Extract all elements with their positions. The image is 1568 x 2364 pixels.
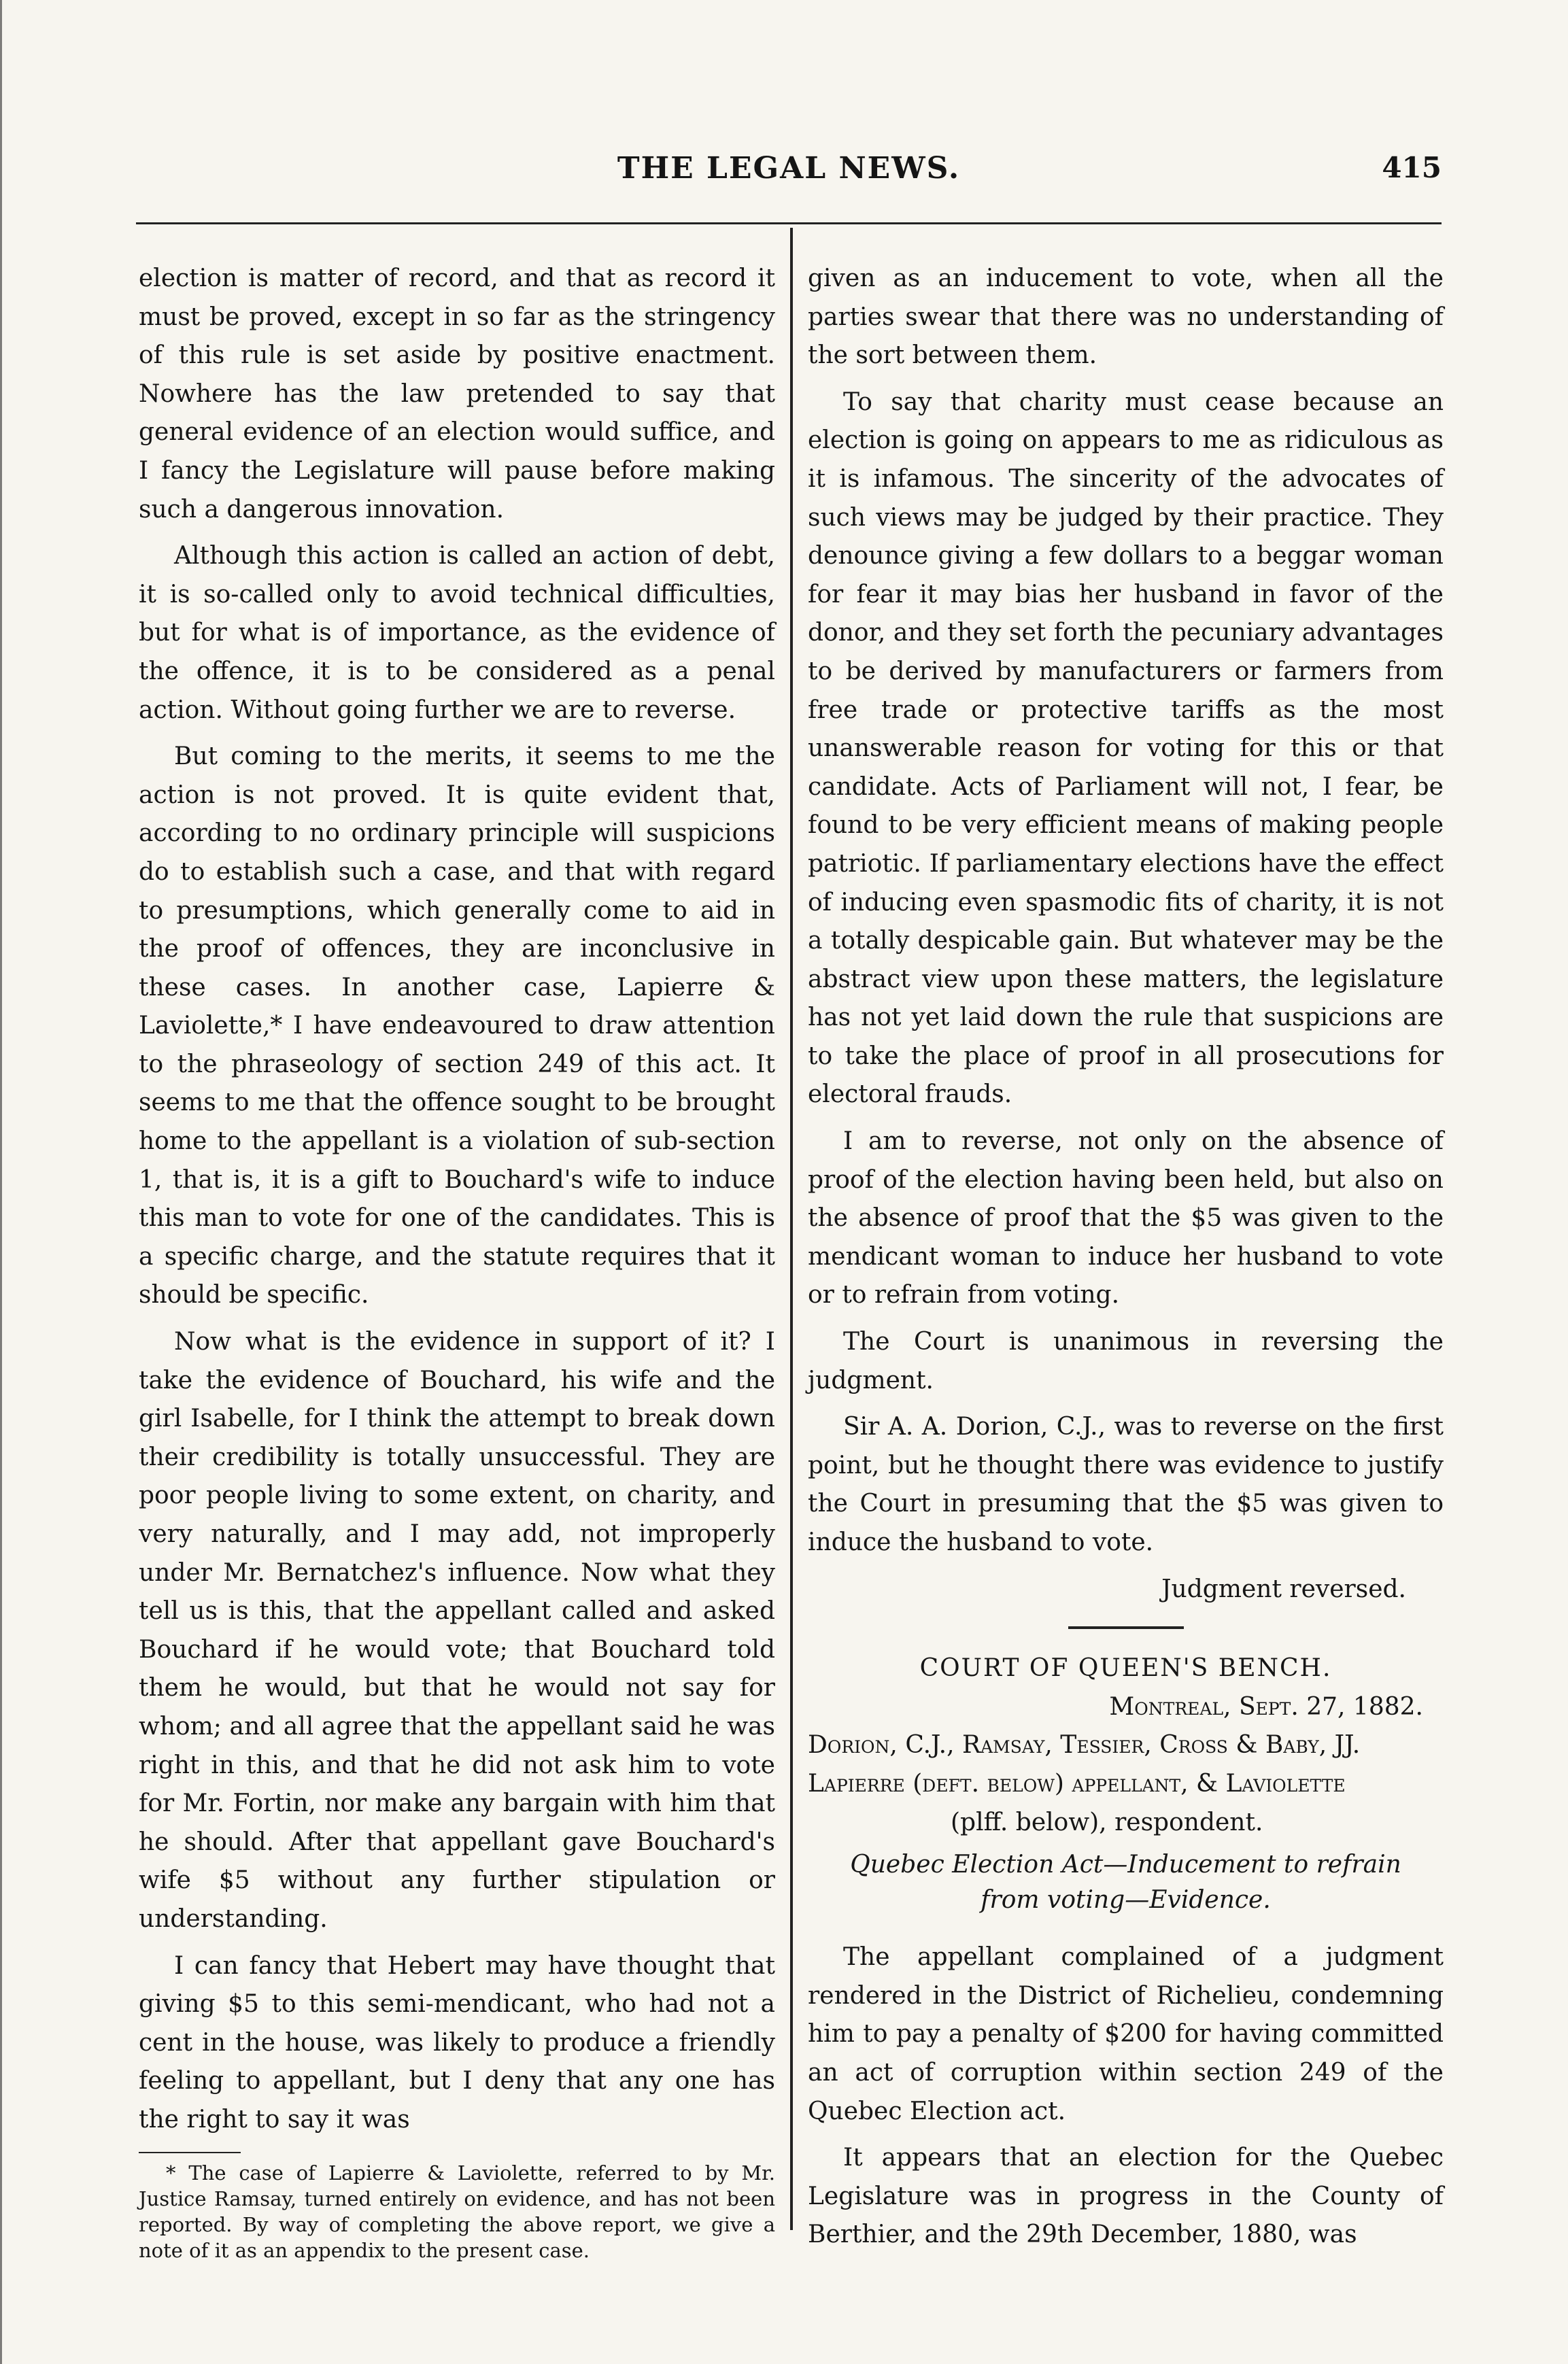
page-header [136, 151, 1442, 199]
paragraph: Sir A. A. Dorion, C.J., was to reverse on the first point, but he thought there was evidence to justify the Court in presuming that the $5 was given to induce the husband to vote. [808, 1413, 1444, 1556]
section-rule [1068, 1626, 1184, 1629]
place-date: Montreal, Sept. 27, 1882. [1109, 1692, 1423, 1721]
judges-line: Dorion, C.J., Ramsay, Tessier, Cross & Baby, JJ. [808, 1731, 1361, 1760]
page-number: 415 [1382, 151, 1442, 184]
paragraph: The appellant complained of a judgment rendered in the District of Richelieu, condemning him to pay a penalty of $200 for having committed an act of corruption within section 249 of the Quebec Election act. [808, 1943, 1444, 2125]
right-column [808, 260, 1444, 2263]
case-subject: Quebec Election Act—Inducement to refrain from voting—Evidence. [850, 1851, 1401, 1915]
paragraph: Now what is the evidence in support of it? I take the evidence of Bouchard, his wife and the girl Isabelle, for I think the attempt to break down their credibility is totally unsuccessful. They are poor people living to some extent, on charity, and very naturally, and I may add, not improperly under Mr. Bernatchez's influence. Now what they tell us is this, that the appellant called and asked Bouchard if he would vote; that Bouchard told them he would, but that he would not say for whom; and all agree that the appellant said he was right in this, and that he did not ask him to vote for Mr. Fortin, nor make any bargain with him that he should. After that appellant gave Bouchard's wife $5 without any further stipulation or understanding. [139, 1328, 775, 1933]
paragraph: Although this action is called an action of debt, it is so-called only to avoid technical difficulties, but for what is of importance, as the evidence of the offence, it is to be considered as a penal action. Without going further we are to reverse. [139, 542, 775, 724]
binding-edge [0, 0, 10, 2364]
court-title: COURT OF QUEEN'S BENCH. [919, 1654, 1332, 1683]
paragraph: given as an inducement to vote, when all the parties swear that there was no understanding of the sort between them. [808, 264, 1444, 370]
paragraph: election is matter of record, and that as record it must be proved, except in so far as the stringency of this rule is set aside by positive enactment. Nowhere has the law pretended to say that general evidence of an election would suffice, and I fancy the Legislature will pause before making such a dangerous innovation. [139, 264, 775, 524]
left-column [139, 260, 775, 2263]
header-rule [136, 222, 1442, 224]
footnote-rule [139, 2152, 241, 2153]
paragraph: It appears that an election for the Quebec Legislature was in progress in the County of Berthier, and the 29th December, 1880, was [808, 2144, 1444, 2249]
parties-line: Lapierre (deft. below) appellant, & Laviolette [808, 1769, 1346, 1798]
judgment-signoff: Judgment reversed. [1161, 1575, 1406, 1603]
parties-line-continued: (plff. below), respondent. [951, 1808, 1263, 1836]
paragraph: I am to reverse, not only on the absence of proof of the election having been held, but also on the absence of proof that the $5 was given to the mendicant woman to induce her husband to vote or to refrain from voting. [808, 1127, 1444, 1309]
running-title: THE LEGAL NEWS. [617, 151, 961, 186]
footnote: * The case of Lapierre & Laviolette, referred to by Mr. Justice Ramsay, turned entirely on evidence, and has not been reported. By way of completing the above report, we give a note of it as an appendix to the present case. [139, 2161, 775, 2262]
paragraph: But coming to the merits, it seems to me the action is not proved. It is quite evident that, according to no ordinary principle will suspicions do to establish such a case, and that with regard to presumptions, which generally come to aid in the proof of offences, they are inconclusive in these cases. In another case, Lapierre & Laviolette,* I have endeavoured to draw attention to the phraseology of section 249 of this act. It seems to me that the offence sought to be brought home to the appellant is a violation of sub-section 1, that is, it is a gift to Bouchard's wife to induce this man to vote for one of the candidates. This is a specific charge, and the statute requires that it should be specific. [139, 742, 775, 1309]
column-divider [790, 228, 793, 2230]
paragraph: To say that charity must cease because an election is going on appears to me as ridiculous as it is infamous. The sincerity of the advocates of such views may be judged by their practice. They denounce giving a few dollars to a beggar woman for fear it may bias her husband in favor of the donor, and they set forth the pecuniary advantages to be derived by manufacturers or farmers from free trade or protective tariffs as the most unanswerable reason for voting for this or that candidate. Acts of Parliament will not, I fear, be found to be very efficient means of making people patriotic. If parliamentary elections have the effect of inducing even spasmodic fits of charity, it is not a totally despicable gain. But whatever may be the abstract view upon these matters, the legislature has not yet laid down the rule that suspicions are to take the place of proof in all prosecutions for electoral frauds. [808, 388, 1444, 1109]
paragraph: The Court is unanimous in reversing the judgment. [808, 1328, 1444, 1394]
paragraph: I can fancy that Hebert may have thought that giving $5 to this semi-mendicant, who had not a cent in the house, was likely to produce a friendly feeling to appellant, but I deny that any one has the right to say it was [139, 1951, 775, 2134]
